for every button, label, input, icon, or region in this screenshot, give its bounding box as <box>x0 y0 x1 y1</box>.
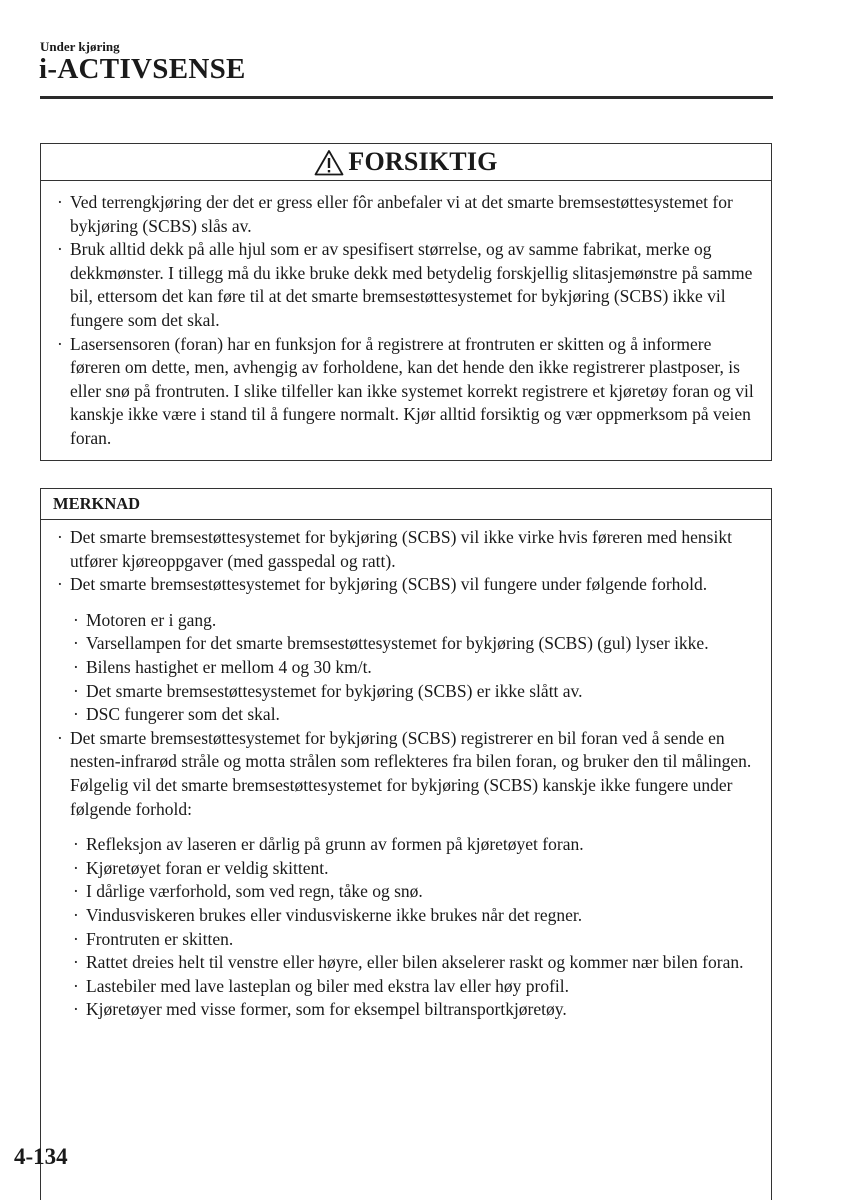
sub-list-item: · Lastebiler med lave lasteplan og biler med ekstra lav eller høy profil. <box>73 975 570 996</box>
note-list <box>41 520 771 1022</box>
caution-box <box>40 143 772 461</box>
list-item: · Det smarte bremsestøttesystemet for bykjøring (SCBS) registrerer en bil foran ved å sende en nesten-infrarød stråle og motta strålen som reflekteres fra bilen foran, og bruker den til målingen. Følgelig vil det smarte bremsestøttesystemet for bykjøring (SCBS) kanskje ikke fungere under følgende forhold: <box>57 727 752 819</box>
list-item: · Det smarte bremsestøttesystemet for bykjøring (SCBS) vil ikke virke hvis føreren med hensikt utfører kjøreoppgaver (med gasspedal og ratt). <box>57 527 732 571</box>
sub-list-item: · Frontruten er skitten. <box>73 928 234 949</box>
sub-list-item: · I dårlige værforhold, som ved regn, tåke og snø. <box>73 881 423 902</box>
list-item: · Det smarte bremsestøttesystemet for bykjøring (SCBS) vil fungere under følgende forhold. <box>57 574 708 595</box>
caution-header <box>41 144 771 181</box>
list-item: · Bruk alltid dekk på alle hjul som er av spesifisert størrelse, og av samme fabrikat, merke og dekkmønster. I tillegg må du ikke bruke dekk med betydelig forskjellig slitasjemønstre på samme bil, ettersom det kan føre til at det smarte bremsestøttesystemet for bykjøring (SCBS) ikke vil fungere som det skal. <box>57 239 753 330</box>
note-box <box>40 488 772 1200</box>
page-number: 4-134 <box>14 1144 68 1169</box>
sub-list-item: · Kjøretøyet foran er veldig skittent. <box>73 857 329 878</box>
warning-triangle-icon <box>314 149 344 176</box>
title-divider <box>40 96 773 99</box>
section-label: Under kjøring <box>40 39 120 54</box>
conditions-list <box>57 609 759 727</box>
note-title: MERKNAD <box>41 489 771 520</box>
caution-title: FORSIKTIG <box>348 147 498 176</box>
caution-list <box>41 181 771 451</box>
sub-list-item: · Refleksjon av laseren er dårlig på grunn av formen på kjøretøyet foran. <box>73 834 584 855</box>
sub-list-item: · Varsellampen for det smarte bremsestøttesystemet for bykjøring (SCBS) (gul) lyser ikke. <box>73 633 709 654</box>
sub-list-item: · DSC fungerer som det skal. <box>73 704 280 725</box>
sub-list-item: · Motoren er i gang. <box>73 609 217 630</box>
limitations-list <box>57 833 759 1022</box>
list-item: · Lasersensoren (foran) har en funksjon for å registrere at frontruten er skitten og å informere føreren om dette, men, avhengig av forholdene, kan det hende den ikke registrerer plastposer, is eller snø på frontruten. I slike tilfeller kan ikke systemet korrekt registrere et kjøretøy foran og vil kanskje ikke være i stand til å fungere normalt. Kjør alltid forsiktig og vær oppmerksom på veien foran. <box>57 333 754 448</box>
sub-list-item: · Bilens hastighet er mellom 4 og 30 km/t. <box>73 656 372 677</box>
sub-list-item: · Kjøretøyer med visse former, som for eksempel biltransportkjøretøy. <box>73 999 567 1020</box>
sub-list-item: · Vindusviskeren brukes eller vindusviskerne ikke brukes når det regner. <box>73 904 583 925</box>
page-title: i-ACTIVSENSE <box>39 53 246 85</box>
sub-list-item: · Rattet dreies helt til venstre eller høyre, eller bilen akselerer raskt og kommer nær bilen foran. <box>73 952 744 973</box>
list-item: · Ved terrengkjøring der det er gress eller fôr anbefaler vi at det smarte bremsestøttesystemet for bykjøring (SCBS) slås av. <box>57 192 733 236</box>
sub-list-item: · Det smarte bremsestøttesystemet for bykjøring (SCBS) er ikke slått av. <box>73 680 583 701</box>
